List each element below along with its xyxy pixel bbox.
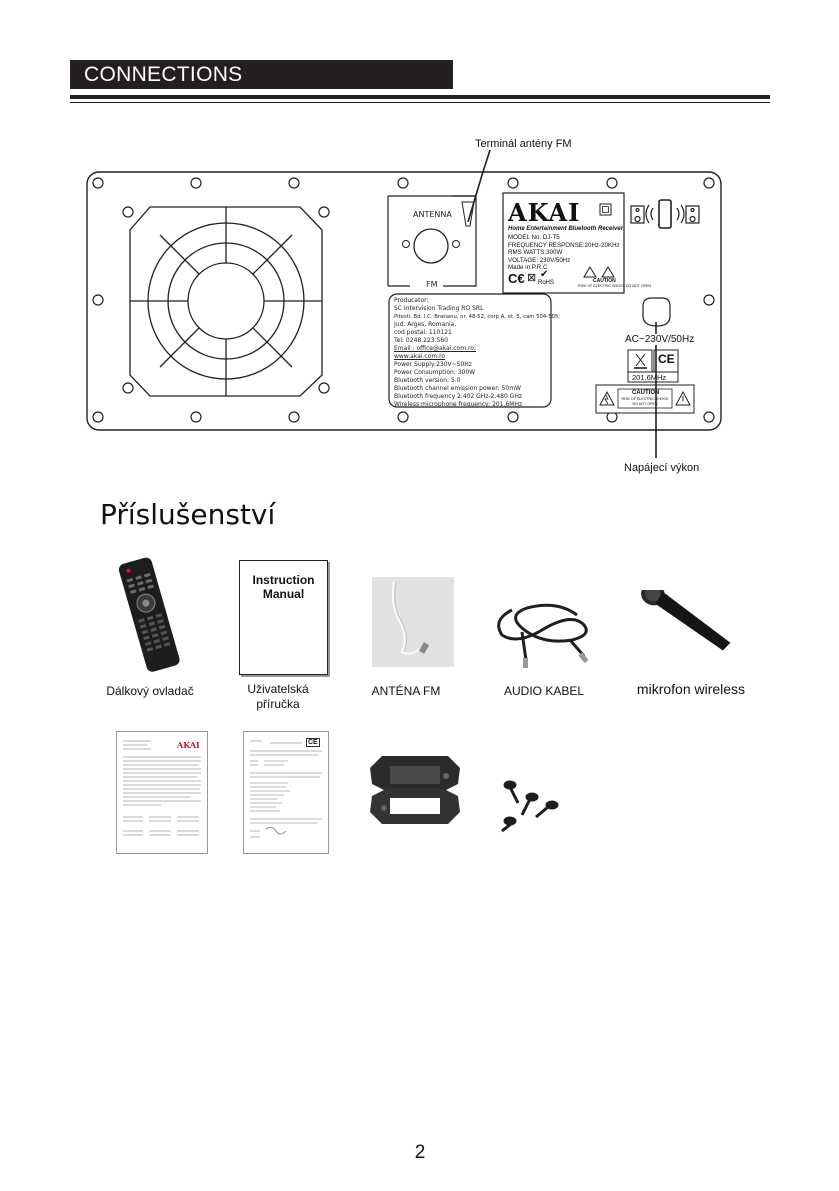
spec-line: RMS WATTS:300W <box>508 249 563 257</box>
producer-line: Power Supply:230V~50Hz <box>394 361 472 368</box>
producer-line: Power Consumption: 300W <box>394 369 476 376</box>
producer-info <box>394 297 560 409</box>
ce-mark-large: CE <box>658 352 675 366</box>
producer-line: SC Intervision Trading RO SRL <box>394 305 484 312</box>
spec-line: MODEL No: DJ-T5 <box>508 234 560 241</box>
doc-text-lines <box>121 737 203 849</box>
producer-line: Wireless microphone frequency: 201.6MHz <box>394 401 523 408</box>
ac-socket <box>643 298 670 326</box>
ce-mark: C€ <box>508 271 525 286</box>
callout-line-antenna <box>468 150 490 222</box>
callout-power: Napájecí výkon <box>624 462 700 474</box>
caption-fm-antenna: ANTÉNA FM <box>371 684 441 698</box>
caption-remote-control: Dálkový ovladač <box>106 684 194 698</box>
producer-line: Bluetooth frequency 2.402 GHz-2.480 GHz <box>394 393 522 400</box>
doc-akai-logo: AKAI <box>177 740 200 750</box>
mounting-bracket-image <box>362 748 468 832</box>
audio-cable-image <box>482 590 594 670</box>
fm-label: FM <box>423 281 441 289</box>
producer-line: Bluetooth version: 5.0 <box>394 377 461 384</box>
rohs-mark: RoHS <box>538 280 555 286</box>
callout-antenna-terminal: Terminál antény FM <box>475 138 572 150</box>
doc-ce-mark: CE <box>308 739 318 746</box>
producer-line: Producator: <box>394 297 429 304</box>
spec-line: Made in P.R.C <box>508 264 548 272</box>
spec-line: FREQUENCY RESPONSE:20Hz-20KHz <box>508 241 620 249</box>
fan-grille <box>130 207 322 396</box>
caution-small: CAUTION <box>593 278 616 284</box>
caution-big: CAUTION <box>632 390 660 396</box>
antenna-label: ANTENNA <box>413 210 452 219</box>
model-subtitle: Home Entertainment Bluetooth Receiver <box>508 226 624 232</box>
caution-small-sub: RISK OF ELECTRIC SHOCK DO NOT OPEN <box>578 284 652 288</box>
wireless-microphone-image <box>624 590 744 658</box>
warranty-document-image <box>116 731 208 854</box>
accessories-title: Příslušenství <box>100 498 276 531</box>
producer-line: Tel: 0248.223.560 <box>394 337 448 344</box>
spec-list <box>508 234 620 272</box>
declaration-text-lines <box>248 737 324 849</box>
check-icon: ✔ <box>540 269 549 280</box>
producer-line: Pitesti, Bd. I.C. Bratianu, nr. 48-52, corp A, et. 5, cam 504-505, <box>394 314 560 320</box>
section-title: CONNECTIONS <box>84 63 243 86</box>
producer-line: Email : office@akai.com.ro; <box>394 345 476 352</box>
spec-line: VOLTAGE: 230V/50Hz <box>508 256 571 264</box>
screws-image <box>490 775 570 835</box>
ac-voltage-label: AC~230V/50Hz <box>625 334 695 345</box>
caption-user-manual: Uživatelská příručka <box>247 682 309 711</box>
caption-wireless-microphone: mikrofon wireless <box>636 681 746 697</box>
bluetooth-speaker-icon <box>631 200 699 228</box>
page-number: 2 <box>414 1142 426 1163</box>
manual-cover-title: Instruction Manual <box>252 573 315 601</box>
instruction-manual-image <box>239 560 328 675</box>
producer-line: www.akai.com.ro <box>394 353 446 360</box>
remote-control-image <box>108 555 188 673</box>
producer-line: Jud. Arges, Romania, <box>394 321 457 328</box>
producer-line: Bluetooth channel emission power: 50mW <box>394 385 521 392</box>
frequency-label: 201.6MHz <box>632 373 667 382</box>
weee-icon: ⊠ <box>527 272 537 284</box>
caption-audio-cable: AUDIO KABEL <box>503 684 585 698</box>
producer-line: cod postal: 110121 <box>394 329 452 336</box>
fm-antenna-image <box>372 577 454 667</box>
declaration-document-image <box>243 731 329 854</box>
akai-logo: AKAI <box>508 198 581 227</box>
caution-big-sub: RISK OF ELECTRIC SHOCK DO NOT OPEN <box>621 397 669 406</box>
